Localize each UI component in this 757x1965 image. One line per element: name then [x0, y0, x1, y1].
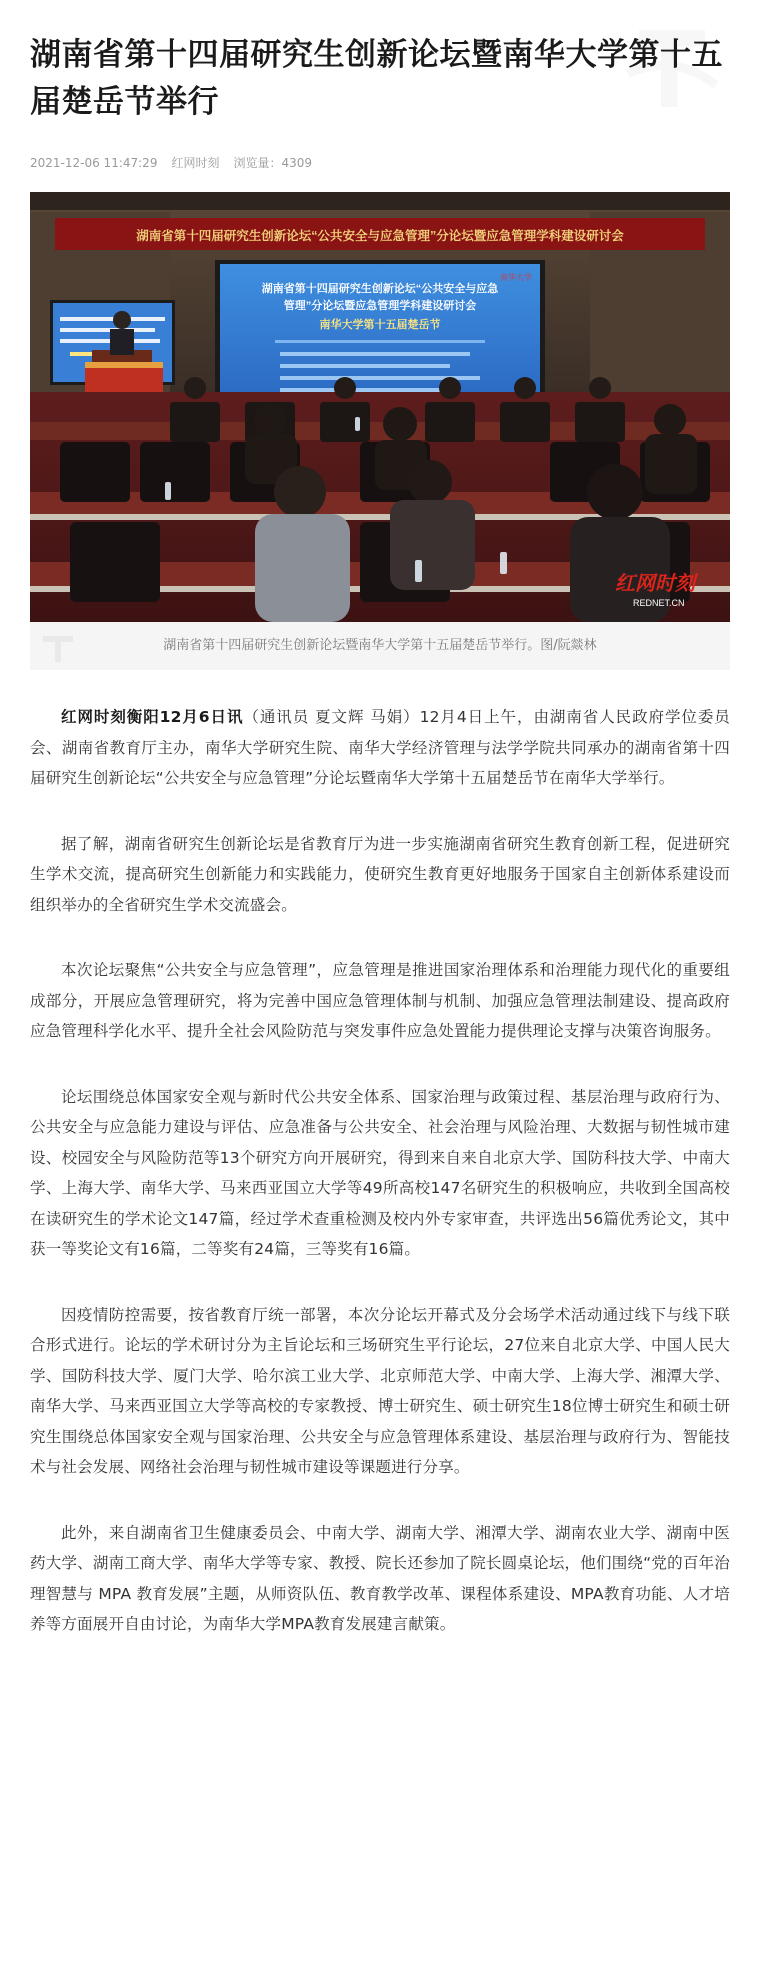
conference-photo[interactable]: [30, 192, 730, 622]
screen-title-line2: 管理”分论坛暨应急管理学科建设研讨会: [283, 300, 477, 312]
banner-text: 湖南省第十四届研究生创新论坛“公共安全与应急管理”分论坛暨应急管理学科建设研讨会: [136, 229, 624, 243]
article-figure: [30, 192, 730, 670]
paragraph: 据了解，湖南省研究生创新论坛是省教育厅为进一步实施湖南省研究生教育创新工程，促进研究生学术交流，提高研究生创新能力和实践能力，使研究生教育更好地服务于国家自主创新体系建设而组织举办的全省研究生学术交流盛会。: [30, 834, 730, 914]
figure-caption-text: 湖南省第十四届研究生创新论坛暨南华大学第十五届楚岳节举行。图/阮燚林: [163, 638, 597, 653]
paragraph: 此外，来自湖南省卫生健康委员会、中南大学、湖南大学、湘潭大学、湖南农业大学、湖南中医药大学、湖南工商大学、南华大学等专家、教授、院长还参加了院长圆桌论坛，他们围绕“党的百年治理智慧与 MPA 教育发展”主题，从师资队伍、教育教学改革、课程体系建设、MPA教育功能、人才培养等方面展开自由讨论，为南华大学MPA教育发展建言献策。: [30, 1523, 730, 1633]
screen-title-line1: 湖南省第十四届研究生创新论坛“公共安全与应急: [261, 283, 499, 295]
paragraph: 论坛围绕总体国家安全观与新时代公共安全体系、国家治理与政策过程、基层治理与政府行为、公共安全与应急能力建设与评估、应急准备与公共安全、社会治理与风险治理、大数据与韧性城市建设、校园安全与风险防范等13个研究方向开展研究，得到来自来自北京大学、国防科技大学、中南大学、上海大学、南华大学、马来西亚国立大学等49所高校147名研究生的积极响应，共收到全国高校在读研究生的学术论文147篇，经过学术查重检测及校内外专家审查，共评选出56篇优秀论文，其中获一等奖论文有16篇，二等奖有24篇，三等奖有16篇。: [30, 1087, 730, 1258]
dateline: 红网时刻衡阳12月6日讯: [61, 708, 244, 726]
article-title: 湖南省第十四届研究生创新论坛暨南华大学第十五届楚岳节举行: [30, 37, 723, 120]
article-meta: [30, 154, 730, 172]
photo-watermark-site: REDNET.CN: [633, 598, 685, 608]
paragraph: 本次论坛聚焦“公共安全与应急管理”，应急管理是推进国家治理体系和治理能力现代化的重要组成部分，开展应急管理研究，将为完善中国应急管理体制与机制、加强应急管理法制建设、提高政府应急管理科学化水平、提升全社会风险防范与突发事件应急处置能力提供理论支撑与决策咨询服务。: [30, 961, 730, 1040]
figure-caption: [30, 622, 730, 670]
source-link[interactable]: 红网时刻: [171, 156, 220, 170]
paragraph-lead: 红网时刻衡阳12月6日讯（通讯员 夏文辉 马娟）12月4日上午，由湖南省人民政府学位委员会、湖南省教育厅主办，南华大学研究生院、南华大学经济管理与法学学院共同承办的湖南省第十四届研究生创新论坛“公共安全与应急管理”分论坛暨南华大学第十五届楚岳节在南华大学举行。: [30, 708, 730, 787]
views-count: 浏览量：4309: [233, 156, 313, 170]
caption-watermark-icon: [38, 626, 78, 666]
article-body: [30, 702, 730, 1640]
photo-watermark-brand: 红网时刻: [615, 573, 695, 595]
paragraph: 因疫情防控需要，按省教育厅统一部署，本次分论坛开幕式及分会场学术活动通过线下与线下联合形式进行。论坛的学术研讨分为主旨论坛和三场研究生平行论坛，27位来自北京大学、中国人民大学、国防科技大学、厦门大学、哈尔滨工业大学、北京师范大学、中南大学、上海大学、湘潭大学、南华大学、马来西亚国立大学等高校的专家教授、博士研究生、硕士研究生18位博士研究生和硕士研究生围绕总体国家安全观与国家治理、公共安全与应急管理体系建设、基层治理与政府行为、智能技术与社会发展、网络社会治理与韧性城市建设等课题进行分享。: [30, 1305, 730, 1476]
publish-datetime: 2021-12-06 11:47:29: [30, 156, 158, 170]
screen-title-line3: 南华大学第十五届楚岳节: [319, 319, 441, 331]
article: [30, 0, 730, 1675]
screen-logo: 南华大学: [500, 273, 532, 282]
